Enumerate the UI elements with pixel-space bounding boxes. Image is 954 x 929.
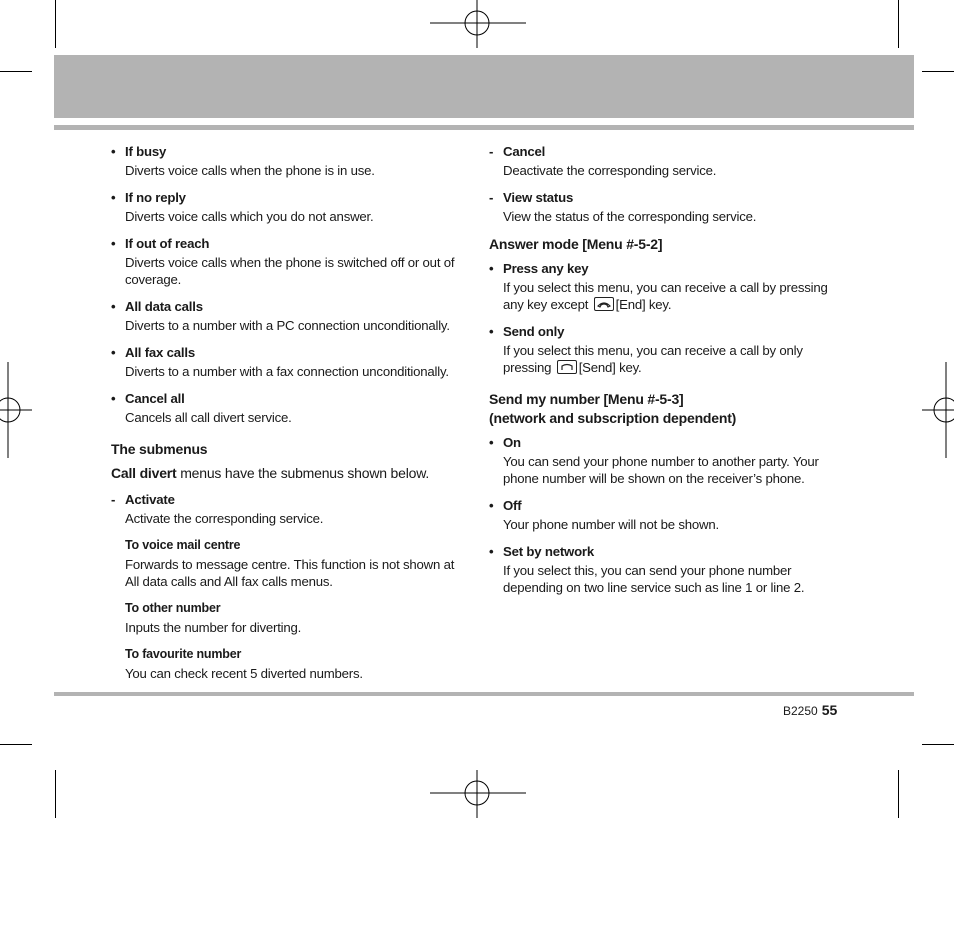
crop-mark — [0, 71, 32, 72]
bullet-marker: • — [489, 498, 494, 513]
item-desc: Activate the corresponding service. — [125, 511, 324, 526]
dash-marker: - — [489, 190, 494, 205]
item-title: Send only — [503, 324, 565, 339]
item-desc: You can send your phone number to another party. Your phone number will be shown on the receiver’s phone. — [503, 454, 819, 486]
desc-text: If you select this menu, you can receive a call by only pressing — [503, 343, 803, 375]
item-title: On — [503, 435, 521, 450]
item-desc — [503, 342, 834, 376]
desc-text: [Send] key. — [578, 360, 642, 375]
crop-mark — [922, 744, 954, 745]
page-number: 55 — [821, 702, 838, 718]
item-title: If no reply — [125, 190, 186, 205]
item-desc: Diverts voice calls when the phone is in use. — [125, 163, 375, 178]
item-desc: Diverts voice calls when the phone is switched off or out of coverage. — [125, 255, 455, 287]
send-number-heading-line1: Send my number [Menu #-5-3] — [489, 391, 684, 407]
bullet-item — [489, 497, 834, 533]
bullet-marker: • — [111, 236, 116, 251]
registration-mark-left — [0, 362, 32, 458]
item-desc: Diverts voice calls which you do not answer. — [125, 209, 374, 224]
bullet-item — [111, 143, 461, 179]
bullet-item — [111, 344, 461, 380]
bullet-marker: • — [111, 345, 116, 360]
option-desc: You can check recent 5 diverted numbers. — [125, 666, 363, 681]
registration-mark-bottom — [430, 770, 526, 818]
bullet-item — [111, 390, 461, 426]
registration-mark-right — [922, 362, 954, 458]
bullet-item — [489, 434, 834, 487]
item-title: Set by network — [503, 544, 594, 559]
item-title: Off — [503, 498, 522, 513]
option-title: To voice mail centre — [125, 538, 241, 552]
header-band — [54, 55, 914, 118]
item-title: Press any key — [503, 261, 589, 276]
send-number-heading — [489, 390, 834, 428]
end-key-icon — [594, 297, 614, 311]
bullet-item — [111, 298, 461, 334]
bullet-marker: • — [111, 190, 116, 205]
footer-rule — [54, 692, 914, 696]
bullet-marker: • — [111, 391, 116, 406]
page-footer — [783, 702, 837, 718]
option-desc: Forwards to message centre. This function is not shown at All data calls and All fax calls menus. — [125, 557, 455, 589]
desc-text: If you select this menu, you can receive a call by pressing any key except — [503, 280, 828, 312]
item-title: Cancel all — [125, 391, 185, 406]
bullet-item — [489, 323, 834, 376]
bullet-item — [489, 260, 834, 313]
dash-item-activate — [111, 491, 461, 527]
submenus-heading: The submenus — [111, 441, 208, 457]
dash-item-view-status — [489, 189, 834, 225]
item-desc: Diverts to a number with a fax connection unconditionally. — [125, 364, 449, 379]
bullet-marker: • — [489, 324, 494, 339]
option-title: To other number — [125, 601, 221, 615]
bullet-marker: • — [489, 261, 494, 276]
crop-mark — [898, 770, 899, 818]
desc-text: [End] key. — [615, 297, 672, 312]
bullet-item — [111, 235, 461, 288]
activate-option — [111, 600, 461, 636]
crop-mark — [898, 0, 899, 48]
option-desc: Inputs the number for diverting. — [125, 620, 302, 635]
item-desc: Your phone number will not be shown. — [503, 517, 719, 532]
crop-mark — [55, 770, 56, 818]
bullet-item — [111, 189, 461, 225]
item-title: Cancel — [503, 144, 546, 159]
item-desc — [503, 279, 834, 313]
answer-mode-heading: Answer mode [Menu #-5-2] — [489, 236, 663, 252]
submenus-intro-bold: Call divert — [111, 465, 177, 481]
item-desc: Deactivate the corresponding service. — [503, 163, 717, 178]
dash-item-cancel — [489, 143, 834, 179]
crop-mark — [922, 71, 954, 72]
submenus-intro — [111, 465, 461, 482]
item-title: Activate — [125, 492, 175, 507]
bullet-marker: • — [489, 544, 494, 559]
dash-marker: - — [489, 144, 494, 159]
submenus-intro-text: menus have the submenus shown below. — [176, 465, 430, 481]
bullet-marker: • — [489, 435, 494, 450]
right-column — [489, 143, 834, 606]
registration-mark-top — [430, 0, 526, 48]
bullet-marker: • — [111, 144, 116, 159]
item-title: View status — [503, 190, 574, 205]
bullet-marker: • — [111, 299, 116, 314]
send-key-icon — [557, 360, 577, 374]
model-label: B2250 — [783, 704, 818, 718]
item-title: If out of reach — [125, 236, 210, 251]
item-desc: View the status of the corresponding service. — [503, 209, 757, 224]
activate-option — [111, 537, 461, 590]
item-title: All fax calls — [125, 345, 195, 360]
item-desc: If you select this, you can send your phone number depending on two line service such as line 1 or line 2. — [503, 563, 805, 595]
crop-mark — [55, 0, 56, 48]
option-title: To favourite number — [125, 647, 242, 661]
header-rule — [54, 125, 914, 130]
item-desc: Cancels all call divert service. — [125, 410, 292, 425]
item-desc: Diverts to a number with a PC connection unconditionally. — [125, 318, 450, 333]
crop-mark — [0, 744, 32, 745]
item-title: If busy — [125, 144, 167, 159]
activate-option — [111, 646, 461, 682]
item-title: All data calls — [125, 299, 203, 314]
left-column — [111, 143, 461, 692]
dash-marker: - — [111, 492, 116, 507]
send-number-heading-line2: (network and subscription dependent) — [489, 410, 737, 426]
bullet-item — [489, 543, 834, 596]
